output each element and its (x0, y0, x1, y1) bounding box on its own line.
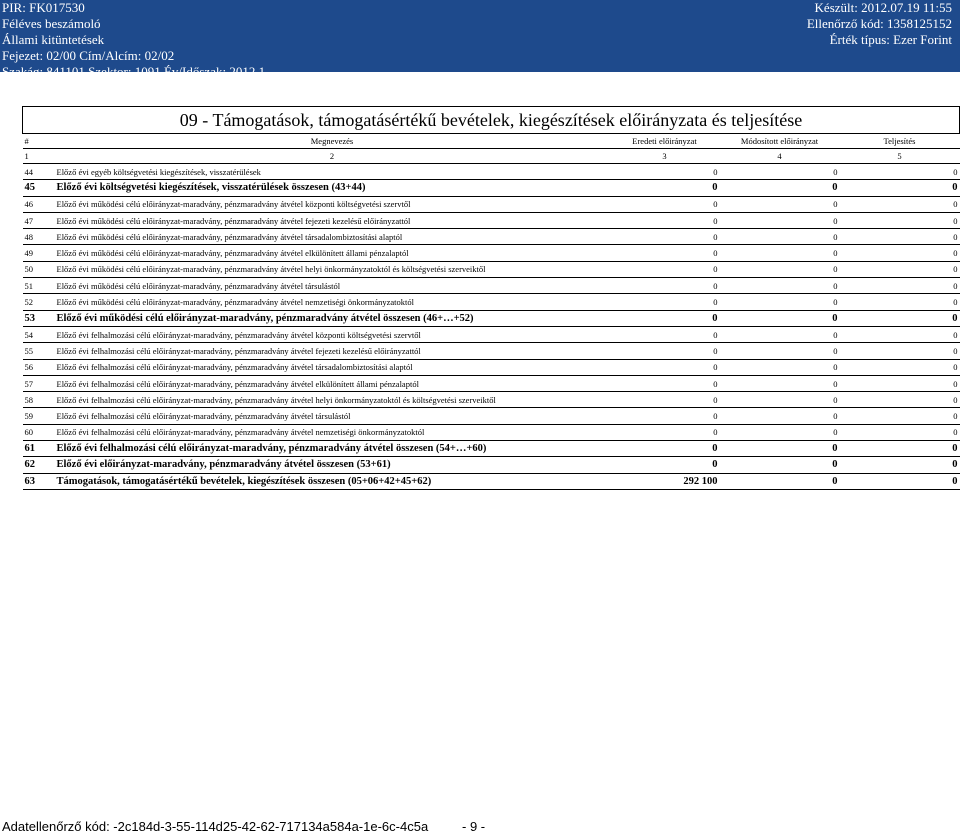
row-number: 57 (23, 375, 55, 391)
report-header-left (2, 0, 265, 80)
table-row (23, 457, 960, 473)
row-label: Előző évi működési célú előirányzat-maradvány, pénzmaradvány átvétel nemzetiségi önkormányzatoktól (55, 294, 610, 310)
table-row (23, 392, 960, 408)
row-number: 46 (23, 196, 55, 212)
table-row (23, 294, 960, 310)
table-row (23, 164, 960, 180)
row-number: 48 (23, 229, 55, 245)
row-original-value: 0 (610, 278, 720, 294)
col-number-2: 2 (55, 149, 610, 164)
table-row (23, 180, 960, 196)
row-fulfilment-value: 0 (840, 261, 960, 277)
row-modified-value: 0 (720, 278, 840, 294)
row-modified-value: 0 (720, 473, 840, 489)
row-original-value: 0 (610, 375, 720, 391)
created-timestamp: Készült: 2012.07.19 11:55 (814, 0, 952, 15)
row-original-value: 0 (610, 196, 720, 212)
row-modified-value: 0 (720, 164, 840, 180)
row-number: 56 (23, 359, 55, 375)
table-row (23, 408, 960, 424)
row-original-value: 0 (610, 294, 720, 310)
table-row (23, 196, 960, 212)
table-row (23, 375, 960, 391)
row-fulfilment-value: 0 (840, 473, 960, 489)
row-label: Előző évi felhalmozási célú előirányzat-maradvány, pénzmaradvány átvétel elkülönített állami pénzalaptól (55, 375, 610, 391)
row-modified-value: 0 (720, 261, 840, 277)
col-number-1: 1 (23, 149, 55, 164)
row-label: Előző évi felhalmozási célú előirányzat-maradvány, pénzmaradvány átvétel társadalombiztosítási alaptól (55, 359, 610, 375)
row-original-value: 0 (610, 408, 720, 424)
row-modified-value: 0 (720, 408, 840, 424)
row-number: 49 (23, 245, 55, 261)
row-number: 59 (23, 408, 55, 424)
row-label: Előző évi egyéb költségvetési kiegészítések, visszatérülések (55, 164, 610, 180)
row-number: 50 (23, 261, 55, 277)
check-code: Ellenőrző kód: 1358125152 (806, 16, 952, 31)
row-label: Előző évi felhalmozási célú előirányzat-maradvány, pénzmaradvány átvétel társulástól (55, 408, 610, 424)
row-fulfilment-value: 0 (840, 310, 960, 326)
row-original-value: 0 (610, 180, 720, 196)
report-type: Féléves beszámoló (2, 16, 101, 31)
row-fulfilment-value: 0 (840, 343, 960, 359)
row-fulfilment-value: 0 (840, 196, 960, 212)
row-original-value: 0 (610, 343, 720, 359)
row-fulfilment-value: 0 (840, 375, 960, 391)
row-original-value: 0 (610, 212, 720, 228)
table-row (23, 441, 960, 457)
row-fulfilment-value: 0 (840, 359, 960, 375)
row-modified-value: 0 (720, 212, 840, 228)
row-number: 45 (23, 180, 55, 196)
col-number-3: 3 (610, 149, 720, 164)
row-fulfilment-value: 0 (840, 457, 960, 473)
row-modified-value: 0 (720, 310, 840, 326)
row-modified-value: 0 (720, 180, 840, 196)
col-header-modified: Módosított előirányzat (720, 134, 840, 149)
col-header-fulfilment: Teljesítés (840, 134, 960, 149)
row-original-value: 0 (610, 164, 720, 180)
row-number: 60 (23, 424, 55, 440)
row-fulfilment-value: 0 (840, 180, 960, 196)
row-fulfilment-value: 0 (840, 441, 960, 457)
table-row (23, 229, 960, 245)
sector-period: Szakág: 841101 Szektor: 1091 Év/Időszak: 2012.1 (2, 64, 266, 79)
row-modified-value: 0 (720, 441, 840, 457)
appropriations-table (22, 106, 960, 490)
row-fulfilment-value: 0 (840, 245, 960, 261)
row-label: Előző évi felhalmozási célú előirányzat-maradvány, pénzmaradvány átvétel összesen (54+…+60) (55, 441, 610, 457)
row-fulfilment-value: 0 (840, 326, 960, 342)
row-original-value: 0 (610, 229, 720, 245)
row-modified-value: 0 (720, 229, 840, 245)
row-fulfilment-value: 0 (840, 424, 960, 440)
footer-check-code: Adatellenőrző kód: -2c184d-3-55-114d25-42-62-717134a584a-1e-6c-4c5a (2, 819, 429, 834)
page-number: - 9 - (462, 819, 486, 834)
col-number-5: 5 (840, 149, 960, 164)
table-row (23, 261, 960, 277)
row-modified-value: 0 (720, 326, 840, 342)
row-number: 62 (23, 457, 55, 473)
table-title: 09 - Támogatások, támogatásértékű bevételek, kiegészítések előirányzata és teljesítése (23, 107, 960, 134)
row-fulfilment-value: 0 (840, 392, 960, 408)
row-label: Előző évi működési célú előirányzat-maradvány, pénzmaradvány átvétel társadalombiztosítási alaptól (55, 229, 610, 245)
row-number: 52 (23, 294, 55, 310)
row-number: 58 (23, 392, 55, 408)
value-type: Érték típus: Ezer Forint (829, 32, 952, 47)
row-label: Előző évi működési célú előirányzat-maradvány, pénzmaradvány átvétel helyi önkormányzatoktól és költségvetési szerveiktől (55, 261, 610, 277)
report-header (0, 0, 960, 79)
row-original-value: 0 (610, 441, 720, 457)
row-original-value: 0 (610, 392, 720, 408)
row-number: 44 (23, 164, 55, 180)
row-fulfilment-value: 0 (840, 229, 960, 245)
table-row (23, 359, 960, 375)
row-fulfilment-value: 0 (840, 294, 960, 310)
row-label: Előző évi működési célú előirányzat-maradvány, pénzmaradvány átvétel központi költségvetési szervtől (55, 196, 610, 212)
row-original-value: 0 (610, 326, 720, 342)
row-modified-value: 0 (720, 245, 840, 261)
row-fulfilment-value: 0 (840, 212, 960, 228)
row-fulfilment-value: 0 (840, 278, 960, 294)
row-number: 51 (23, 278, 55, 294)
row-label: Előző évi költségvetési kiegészítések, visszatérülések összesen (43+44) (55, 180, 610, 196)
pir-code: PIR: FK017530 (2, 0, 85, 15)
row-modified-value: 0 (720, 375, 840, 391)
row-label: Előző évi működési célú előirányzat-maradvány, pénzmaradvány átvétel elkülönített állami pénzalaptól (55, 245, 610, 261)
organization-name: Állami kitüntetések (2, 32, 105, 47)
col-header-number: # (23, 134, 55, 149)
table-row (23, 245, 960, 261)
row-modified-value: 0 (720, 294, 840, 310)
table-row (23, 326, 960, 342)
row-label: Előző évi felhalmozási célú előirányzat-maradvány, pénzmaradvány átvétel nemzetiségi önkormányzatoktól (55, 424, 610, 440)
row-modified-value: 0 (720, 359, 840, 375)
row-number: 63 (23, 473, 55, 489)
row-number: 55 (23, 343, 55, 359)
row-original-value: 0 (610, 359, 720, 375)
row-modified-value: 0 (720, 343, 840, 359)
row-label: Előző évi működési célú előirányzat-maradvány, pénzmaradvány átvétel társulástól (55, 278, 610, 294)
row-label: Előző évi felhalmozási célú előirányzat-maradvány, pénzmaradvány átvétel fejezeti kezelésű előirányzattól (55, 343, 610, 359)
table-row (23, 212, 960, 228)
row-fulfilment-value: 0 (840, 164, 960, 180)
row-original-value: 0 (610, 245, 720, 261)
table-row (23, 278, 960, 294)
col-header-name: Megnevezés (55, 134, 610, 149)
col-header-original: Eredeti előirányzat (610, 134, 720, 149)
row-label: Előző évi működési célú előirányzat-maradvány, pénzmaradvány átvétel összesen (46+…+52) (55, 310, 610, 326)
row-number: 54 (23, 326, 55, 342)
row-number: 47 (23, 212, 55, 228)
chapter-title: Fejezet: 02/00 Cím/Alcím: 02/02 (2, 48, 175, 63)
row-label: Előző évi előirányzat-maradvány, pénzmaradvány átvétel összesen (53+61) (55, 457, 610, 473)
row-original-value: 292 100 (610, 473, 720, 489)
row-label: Támogatások, támogatásértékű bevételek, kiegészítések összesen (05+06+42+45+62) (55, 473, 610, 489)
row-modified-value: 0 (720, 424, 840, 440)
report-header-right (807, 0, 952, 48)
row-modified-value: 0 (720, 196, 840, 212)
row-modified-value: 0 (720, 392, 840, 408)
table-row (23, 424, 960, 440)
table-row (23, 343, 960, 359)
row-label: Előző évi felhalmozási célú előirányzat-maradvány, pénzmaradvány átvétel helyi önkormányzatoktól és költségvetési szerveiktől (55, 392, 610, 408)
row-label: Előző évi működési célú előirányzat-maradvány, pénzmaradvány átvétel fejezeti kezelésű előirányzattól (55, 212, 610, 228)
row-modified-value: 0 (720, 457, 840, 473)
row-label: Előző évi felhalmozási célú előirányzat-maradvány, pénzmaradvány átvétel központi költségvetési szervtől (55, 326, 610, 342)
table-row (23, 310, 960, 326)
row-number: 53 (23, 310, 55, 326)
col-number-4: 4 (720, 149, 840, 164)
row-original-value: 0 (610, 261, 720, 277)
table-row (23, 473, 960, 489)
row-original-value: 0 (610, 424, 720, 440)
row-original-value: 0 (610, 310, 720, 326)
row-original-value: 0 (610, 457, 720, 473)
row-fulfilment-value: 0 (840, 408, 960, 424)
row-number: 61 (23, 441, 55, 457)
